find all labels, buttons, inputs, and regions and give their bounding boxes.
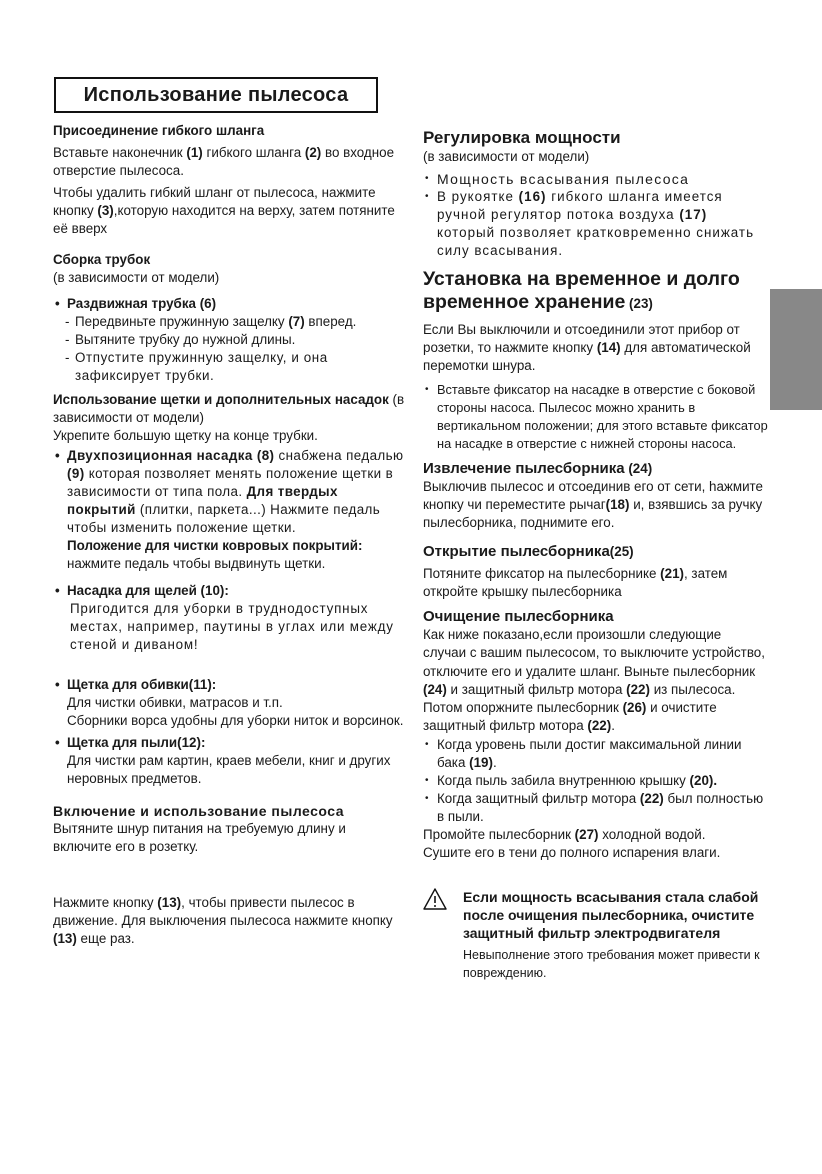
upholstery-text: Сборники ворса удобны для уборки ниток и ворсинок. xyxy=(67,713,404,728)
power-heading: Регулировка мощности xyxy=(423,128,621,147)
hose-heading: Присоединение гибкого шланга xyxy=(53,123,265,138)
side-tab xyxy=(770,289,822,410)
storage-bullet: • Вставьте фиксатор на насадке в отверстие с боковой стороны насоса. Пылесос можно хранить в вертикальном положении; для этого вставьте фиксатор на насадке в отверстие с нижней стороны насоса. xyxy=(423,381,768,453)
power-bullet: • Мощность всасывания пылесоса xyxy=(423,170,768,188)
warning-content xyxy=(463,888,768,982)
upholstery-text: Для чистки обивки, матрасов и т.п. xyxy=(67,695,283,710)
storage-heading: Установка на временное и долго временное хранение (23) xyxy=(423,268,740,313)
start-text: Нажмите кнопку (13), чтобы привести пылесос в движение. Для выключения пылесоса нажмите кнопку (13) еще раз. xyxy=(53,895,393,946)
clean-heading: Очищение пылесборника xyxy=(423,608,614,625)
dual-nozzle-text: • Двухпозиционная насадка (8) снабжена педалью (9) которая позволяет менять положение щетки в зависимости от типа пола. Для твердых покрытий (плитки, паркета...) Нажмите педаль чтобы изменить положение щетки. xyxy=(53,447,408,537)
power-subtitle: (в зависимости от модели) xyxy=(423,149,590,164)
clean-bullet: • Когда защитный фильтр мотора (22) был полностью в пыли. xyxy=(423,790,768,826)
left-column xyxy=(53,122,408,948)
tubes-subtitle: (в зависимости от модели) xyxy=(53,270,220,285)
hose-text: Вставьте наконечник (1) гибкого шланга (2) во входное отверстие пылесоса. xyxy=(53,145,395,178)
power-on-text: Вытяните шнур питания на требуемую длину и включите его в розетку. xyxy=(53,821,346,854)
warning-block xyxy=(423,888,768,982)
power-bullet: • В рукоятке (16) гибкого шланга имеется ручной регулятор потока воздуха (17) который позволяет кратковременно снижать силу всасывания. xyxy=(423,188,768,260)
brush-text: Укрепите большую щетку на конце трубки. xyxy=(53,428,318,443)
brush-heading: Использование щетки и дополнительных насадок (в зависимости от модели) xyxy=(53,392,405,425)
warning-icon xyxy=(423,888,447,910)
remove-text: Выключив пылесос и отсоединив его от сети, hажмите кнопку чи переместите рычаг(18) и, взявшись за ручку пылесборника, поднимите его. xyxy=(423,479,763,530)
telescopic-heading: • Раздвижная трубка (6) xyxy=(53,295,408,313)
telescopic-step: - Отпустите пружинную защелку, и она зафиксирует трубки. xyxy=(53,349,408,385)
page-title: Использование пылесоса xyxy=(54,77,378,113)
warning-heading: Если мощность всасывания стала слабой после очищения пылесборника, очистите защитный фильтр электродвигателя xyxy=(463,888,759,941)
right-column xyxy=(423,127,768,982)
hose-remove-text: Чтобы удалить гибкий шланг от пылесоса, нажмите кнопку (3),которую находится на верху, затем потяните её вверх xyxy=(53,185,395,236)
clean-bullet: • Когда уровень пыли достиг максимальной линии бака (19). xyxy=(423,736,768,772)
clean-bullet: • Когда пыль забила внутреннюю крышку (20). xyxy=(423,772,768,790)
dust-brush-text: Для чистки рам картин, краев мебели, книг и других неровных предметов. xyxy=(67,753,391,786)
warning-text: Невыполнение этого требования может привести к повреждению. xyxy=(463,947,760,980)
dry-text: Сушите его в тени до полного испарения влаги. xyxy=(423,844,721,860)
power-on-heading: Включение и использование пылесоса xyxy=(53,803,345,819)
open-text: Потяните фиксатор на пылесборнике (21), затем откройте крышку пылесборника xyxy=(423,566,728,599)
remove-heading: Извлечение пылесборника (24) xyxy=(423,460,653,477)
upholstery-heading: • Щетка для обивки(11): xyxy=(53,676,408,694)
storage-text: Если Вы выключили и отсоединили этот прибор от розетки, то нажмите кнопку (14) для автоматической перемотки шнура. xyxy=(423,322,751,373)
crevice-heading: • Насадка для щелей (10): xyxy=(53,582,408,600)
telescopic-step: - Передвиньте пружинную защелку (7) вперед. xyxy=(53,313,408,331)
dust-brush-heading: • Щетка для пыли(12): xyxy=(53,734,408,752)
tubes-heading: Сборка трубок xyxy=(53,252,151,267)
clean-text: Как ниже показано,если произошли следующие случаи с вашим пылесосом, то выключите устройство, отключите его и удалите шланг. Выньте пылесборник (24) и защитный фильтр мотора (22) из пылесоса. Потом опоржните пылесборник (26) и очистите защитный фильтр мотора (22). xyxy=(423,627,765,734)
crevice-text: Пригодится для уборки в труднодоступных местах, например, паутины в углах или между стеной и диваном! xyxy=(70,601,394,652)
wash-text: Промойте пылесборник (27) холодной водой. xyxy=(423,826,706,842)
open-heading: Открытие пылесборника(25) xyxy=(423,543,634,560)
telescopic-step: - Вытяните трубку до нужной длины. xyxy=(53,331,408,349)
carpet-text: нажмите педаль чтобы выдвинуть щетки. xyxy=(67,556,326,571)
carpet-heading: Положение для чистки ковровых покрытий: xyxy=(67,538,363,553)
